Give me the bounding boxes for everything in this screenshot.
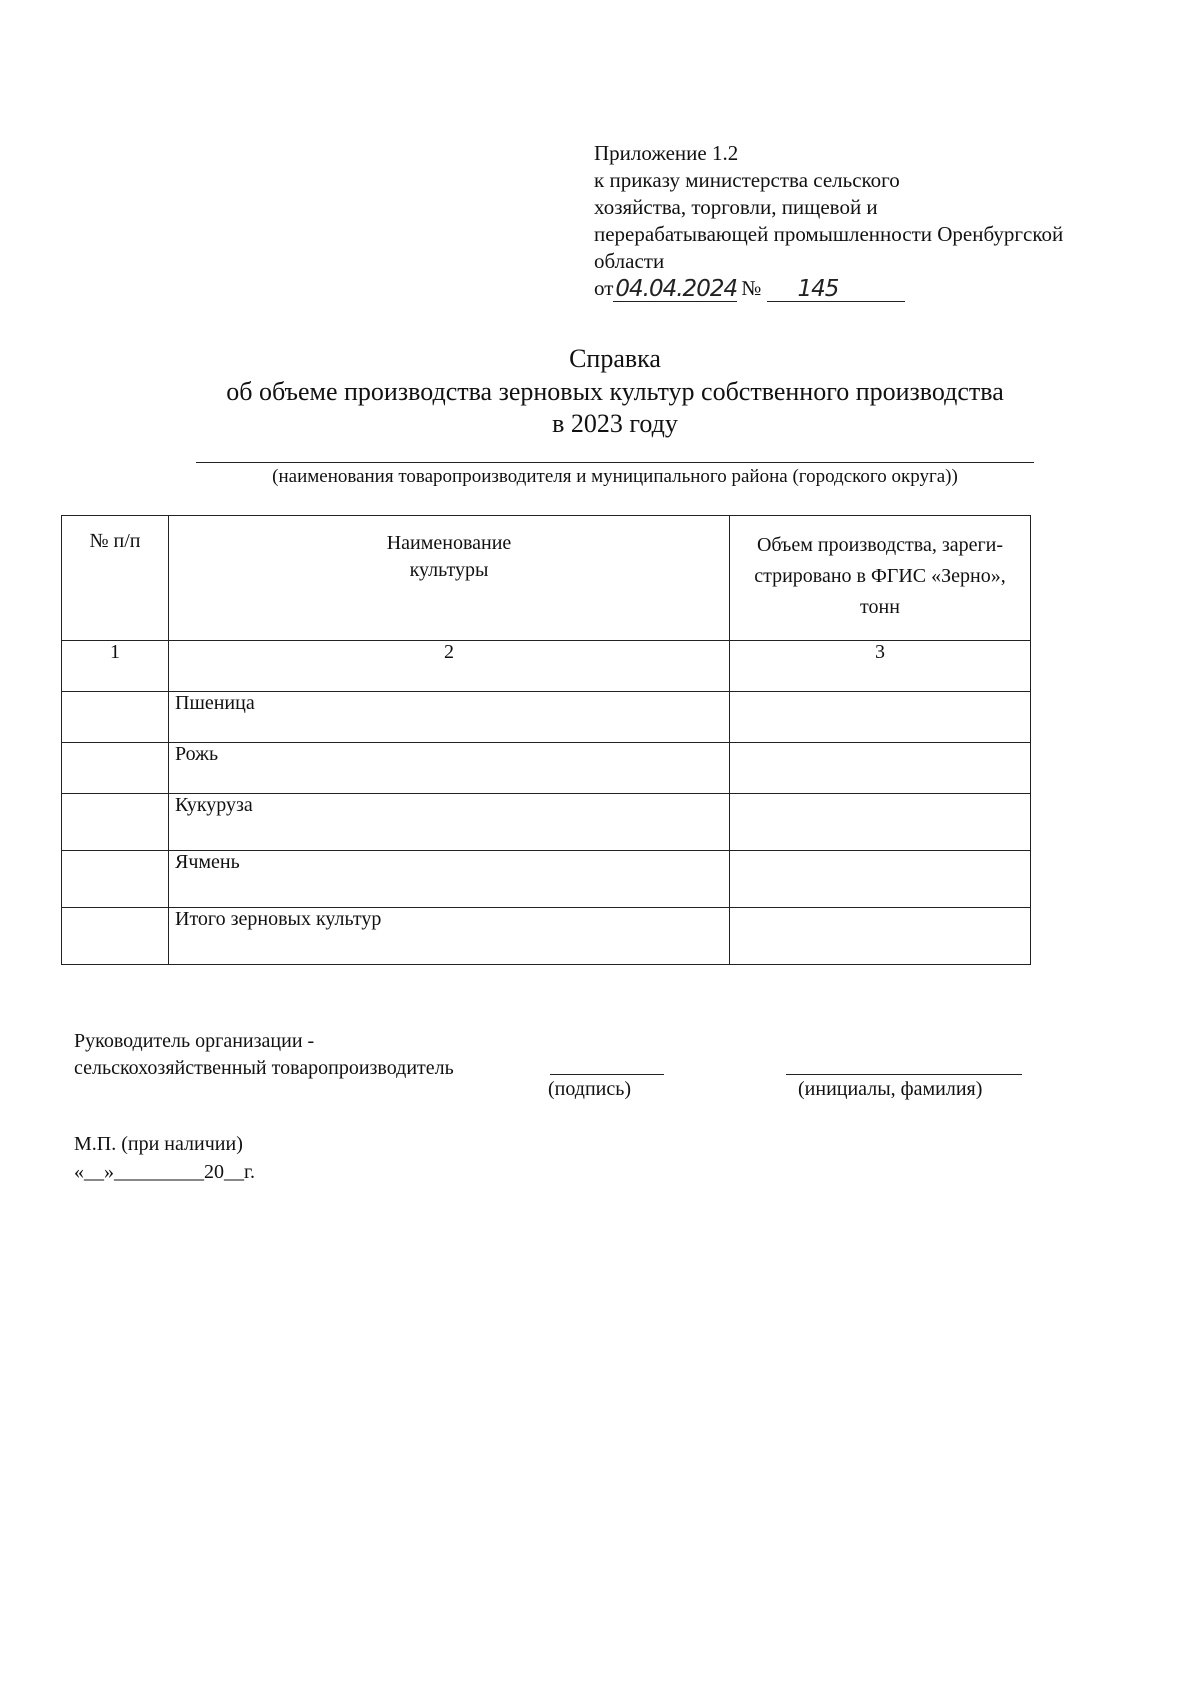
- table-row: [62, 794, 1031, 851]
- volume-cell: [730, 794, 1031, 851]
- column-number: 2: [169, 641, 730, 692]
- total-volume-cell: [730, 908, 1031, 965]
- header-crop-line: культуры: [409, 559, 489, 581]
- producer-caption: (наименования товаропроизводителя и муниципального района (городского округа)): [272, 466, 958, 487]
- header-volume-line: стрировано в ФГИС «Зерно»,: [754, 565, 1006, 587]
- grain-volume-table: [61, 515, 1031, 965]
- row-number-cell: [62, 794, 169, 851]
- volume-cell: [730, 692, 1031, 743]
- document-subtitle: об объеме производства зерновых культур собственного производства: [226, 377, 1004, 406]
- row-number-cell: [62, 851, 169, 908]
- table-header-row: [62, 516, 1031, 641]
- table-row: [62, 692, 1031, 743]
- volume-cell: [730, 743, 1031, 794]
- signature-caption: (подпись): [548, 1078, 632, 1100]
- column-number-row: [62, 641, 1031, 692]
- signatory-title: Руководитель организации -: [74, 1030, 315, 1052]
- signature-block: [74, 1028, 454, 1082]
- signatory-role: сельскохозяйственный товаропроизводитель: [74, 1057, 454, 1079]
- signature-line: [550, 1074, 664, 1075]
- document-year: в 2023 году: [552, 409, 678, 438]
- header-crop: [169, 516, 730, 641]
- header-number: № п/п: [62, 516, 169, 641]
- document-title: Справка: [569, 344, 661, 373]
- appendix-line: к приказу министерства сельского: [594, 168, 900, 192]
- column-number: 1: [62, 641, 169, 692]
- table-row: [62, 743, 1031, 794]
- crop-name-cell: Ячмень: [169, 851, 730, 908]
- row-number-cell: [62, 692, 169, 743]
- stamp-block: [74, 1130, 255, 1186]
- order-date-handwritten: 04.04.2024: [615, 276, 738, 302]
- header-volume-line: тонн: [860, 596, 900, 618]
- producer-name-line: [196, 462, 1034, 463]
- table-total-row: [62, 908, 1031, 965]
- name-caption: (инициалы, фамилия): [798, 1078, 983, 1100]
- appendix-line: перерабатывающей промышленности Оренбургской: [594, 222, 1064, 246]
- crop-name-cell: Рожь: [169, 743, 730, 794]
- table-row: [62, 851, 1031, 908]
- header-volume: [730, 516, 1031, 641]
- row-number-cell: [62, 743, 169, 794]
- name-line: [786, 1074, 1022, 1075]
- stamp-label: М.П. (при наличии): [74, 1133, 243, 1155]
- crop-name-cell: Кукуруза: [169, 794, 730, 851]
- total-label-cell: Итого зерновых культур: [169, 908, 730, 965]
- header-volume-line: Объем производства, зареги-: [756, 534, 1004, 556]
- column-number: 3: [730, 641, 1031, 692]
- header-crop-line: Наименование: [386, 532, 512, 554]
- appendix-line: области: [594, 249, 665, 273]
- order-number-handwritten: 145: [767, 277, 905, 302]
- appendix-line: хозяйства, торговли, пищевой и: [594, 195, 878, 219]
- crop-name-cell: Пшеница: [169, 692, 730, 743]
- appendix-title: Приложение 1.2: [594, 141, 739, 165]
- date-prefix: от: [594, 276, 614, 300]
- appendix-header: [594, 140, 1063, 302]
- date-blank: «__»_________20__г.: [74, 1161, 255, 1183]
- row-number-cell: [62, 908, 169, 965]
- order-date-number: [594, 275, 1063, 302]
- volume-cell: [730, 851, 1031, 908]
- number-prefix: №: [741, 276, 762, 300]
